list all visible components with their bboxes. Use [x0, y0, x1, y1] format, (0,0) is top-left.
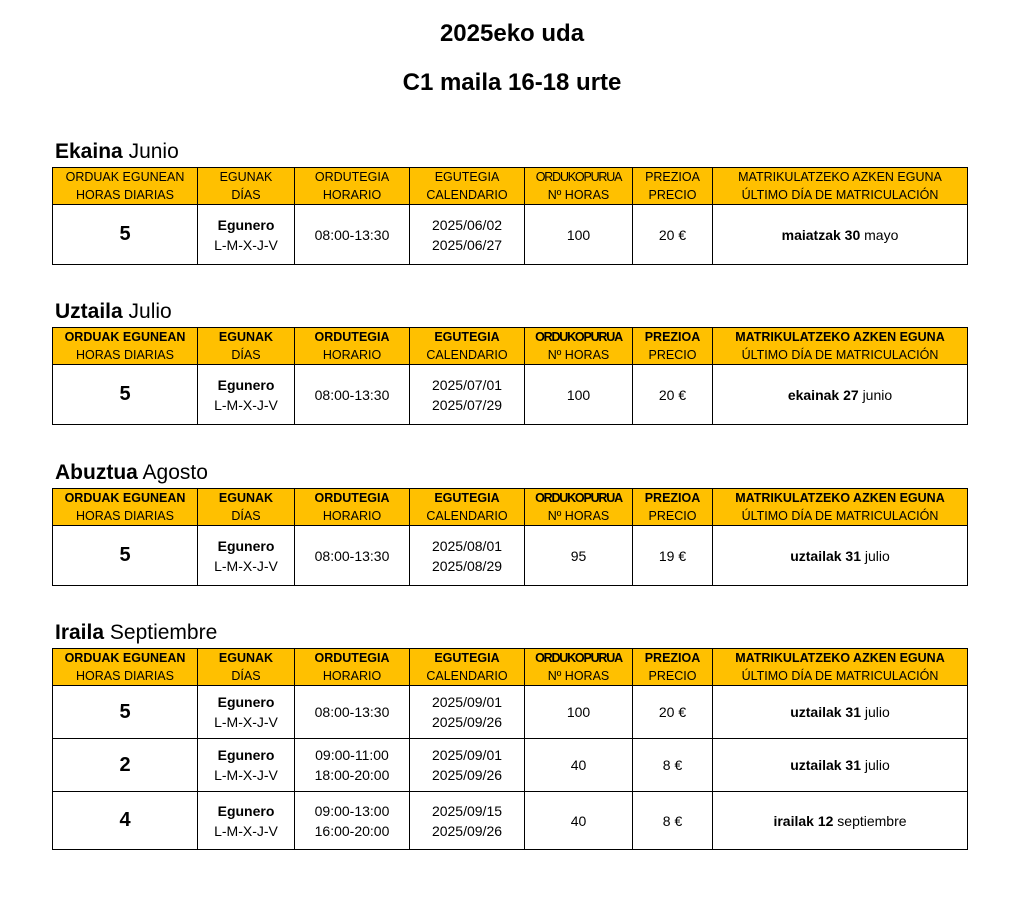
col-hours: ORDUAK EGUNEAN HORAS DIARIAS: [53, 328, 198, 365]
col-total-hours: ORDUKOPURUA Nº HORAS: [525, 649, 633, 686]
col-calendar: EGUTEGIA CALENDARIO: [410, 489, 525, 526]
col-deadline: MATRIKULATZEKO AZKEN EGUNA ÚLTIMO DÍA DE MATRICULACIÓN: [713, 328, 968, 365]
table-row: [53, 792, 968, 850]
col-deadline: MATRIKULATZEKO AZKEN EGUNA ÚLTIMO DÍA DE MATRICULACIÓN: [713, 168, 968, 205]
schedule-cell: 08:00-13:30: [295, 686, 410, 739]
col-hours: ORDUAK EGUNEAN HORAS DIARIAS: [53, 489, 198, 526]
month-eu: Uztaila: [55, 300, 123, 323]
col-days: EGUNAK DÍAS: [198, 168, 295, 205]
calendar-cell: 2025/09/01 2025/09/26: [410, 686, 525, 739]
section-heading: [55, 458, 967, 488]
schedule-cell: 09:00-13:00 16:00-20:00: [295, 792, 410, 850]
calendar-cell: 2025/08/01 2025/08/29: [410, 526, 525, 586]
price-cell: 19 €: [633, 526, 713, 586]
deadline-cell: ekainak 27 junio: [713, 365, 968, 425]
col-days: EGUNAK DÍAS: [198, 649, 295, 686]
month-eu: Abuztua: [55, 461, 138, 484]
table-row: [53, 526, 968, 586]
days-cell: Egunero L-M-X-J-V: [198, 739, 295, 792]
col-price: PREZIOA PRECIO: [633, 328, 713, 365]
schedule-table: [52, 327, 968, 425]
col-calendar: EGUTEGIA CALENDARIO: [410, 328, 525, 365]
table-row: [53, 205, 968, 265]
total-cell: 100: [525, 365, 633, 425]
schedule-cell: 08:00-13:30: [295, 365, 410, 425]
hours-cell: 5: [53, 686, 198, 739]
price-cell: 8 €: [633, 739, 713, 792]
table-row: [53, 686, 968, 739]
total-cell: 40: [525, 792, 633, 850]
hours-cell: 2: [53, 739, 198, 792]
header-row: [53, 649, 968, 686]
deadline-cell: uztailak 31 julio: [713, 526, 968, 586]
calendar-cell: 2025/09/01 2025/09/26: [410, 739, 525, 792]
col-schedule: ORDUTEGIA HORARIO: [295, 328, 410, 365]
col-calendar: EGUTEGIA CALENDARIO: [410, 649, 525, 686]
col-schedule: ORDUTEGIA HORARIO: [295, 168, 410, 205]
col-hours: ORDUAK EGUNEAN HORAS DIARIAS: [53, 168, 198, 205]
table-row: [53, 365, 968, 425]
col-deadline: MATRIKULATZEKO AZKEN EGUNA ÚLTIMO DÍA DE MATRICULACIÓN: [713, 649, 968, 686]
header-row: [53, 489, 968, 526]
price-cell: 8 €: [633, 792, 713, 850]
price-cell: 20 €: [633, 686, 713, 739]
month-es: Septiembre: [109, 621, 218, 644]
schedule-cell: 09:00-11:00 18:00-20:00: [295, 739, 410, 792]
days-cell: Egunero L-M-X-J-V: [198, 205, 295, 265]
calendar-cell: 2025/07/01 2025/07/29: [410, 365, 525, 425]
price-cell: 20 €: [633, 365, 713, 425]
table-row: [53, 739, 968, 792]
total-cell: 100: [525, 686, 633, 739]
document-title: 2025eko uda: [439, 20, 585, 47]
month-eu: Iraila: [55, 621, 105, 644]
deadline-cell: irailak 12 septiembre: [713, 792, 968, 850]
schedule-cell: 08:00-13:30: [295, 526, 410, 586]
schedule-table: [52, 648, 968, 850]
section-heading: [55, 618, 967, 648]
month-eu: Ekaina: [55, 140, 123, 163]
days-cell: Egunero L-M-X-J-V: [198, 686, 295, 739]
col-calendar: EGUTEGIA CALENDARIO: [410, 168, 525, 205]
month-es: Junio: [128, 140, 179, 163]
header-row: [53, 168, 968, 205]
deadline-cell: uztailak 31 julio: [713, 739, 968, 792]
deadline-cell: maiatzak 30 mayo: [713, 205, 968, 265]
section-june: [52, 137, 967, 265]
col-deadline: MATRIKULATZEKO AZKEN EGUNA ÚLTIMO DÍA DE MATRICULACIÓN: [713, 489, 968, 526]
section-august: [52, 458, 967, 586]
total-cell: 100: [525, 205, 633, 265]
calendar-cell: 2025/09/15 2025/09/26: [410, 792, 525, 850]
deadline-cell: uztailak 31 julio: [713, 686, 968, 739]
schedule-table: [52, 167, 968, 265]
section-heading: [55, 137, 967, 167]
col-schedule: ORDUTEGIA HORARIO: [295, 649, 410, 686]
hours-cell: 4: [53, 792, 198, 850]
calendar-cell: 2025/06/02 2025/06/27: [410, 205, 525, 265]
col-price: PREZIOA PRECIO: [633, 649, 713, 686]
col-days: EGUNAK DÍAS: [198, 489, 295, 526]
col-days: EGUNAK DÍAS: [198, 328, 295, 365]
total-cell: 95: [525, 526, 633, 586]
hours-cell: 5: [53, 205, 198, 265]
days-cell: Egunero L-M-X-J-V: [198, 792, 295, 850]
document-subtitle: C1 maila 16-18 urte: [402, 69, 622, 96]
schedule-table: [52, 488, 968, 586]
col-hours: ORDUAK EGUNEAN HORAS DIARIAS: [53, 649, 198, 686]
col-total-hours: ORDUKOPURUA Nº HORAS: [525, 489, 633, 526]
month-es: Agosto: [142, 461, 208, 484]
section-september: [52, 618, 967, 850]
hours-cell: 5: [53, 526, 198, 586]
col-price: PREZIOA PRECIO: [633, 168, 713, 205]
col-total-hours: ORDUKOPURUA Nº HORAS: [525, 328, 633, 365]
col-price: PREZIOA PRECIO: [633, 489, 713, 526]
hours-cell: 5: [53, 365, 198, 425]
days-cell: Egunero L-M-X-J-V: [198, 526, 295, 586]
month-es: Julio: [128, 300, 172, 323]
days-cell: Egunero L-M-X-J-V: [198, 365, 295, 425]
header-row: [53, 328, 968, 365]
schedule-cell: 08:00-13:30: [295, 205, 410, 265]
section-heading: [55, 297, 967, 327]
col-total-hours: ORDUKOPURUA Nº HORAS: [525, 168, 633, 205]
col-schedule: ORDUTEGIA HORARIO: [295, 489, 410, 526]
total-cell: 40: [525, 739, 633, 792]
section-july: [52, 297, 967, 425]
price-cell: 20 €: [633, 205, 713, 265]
